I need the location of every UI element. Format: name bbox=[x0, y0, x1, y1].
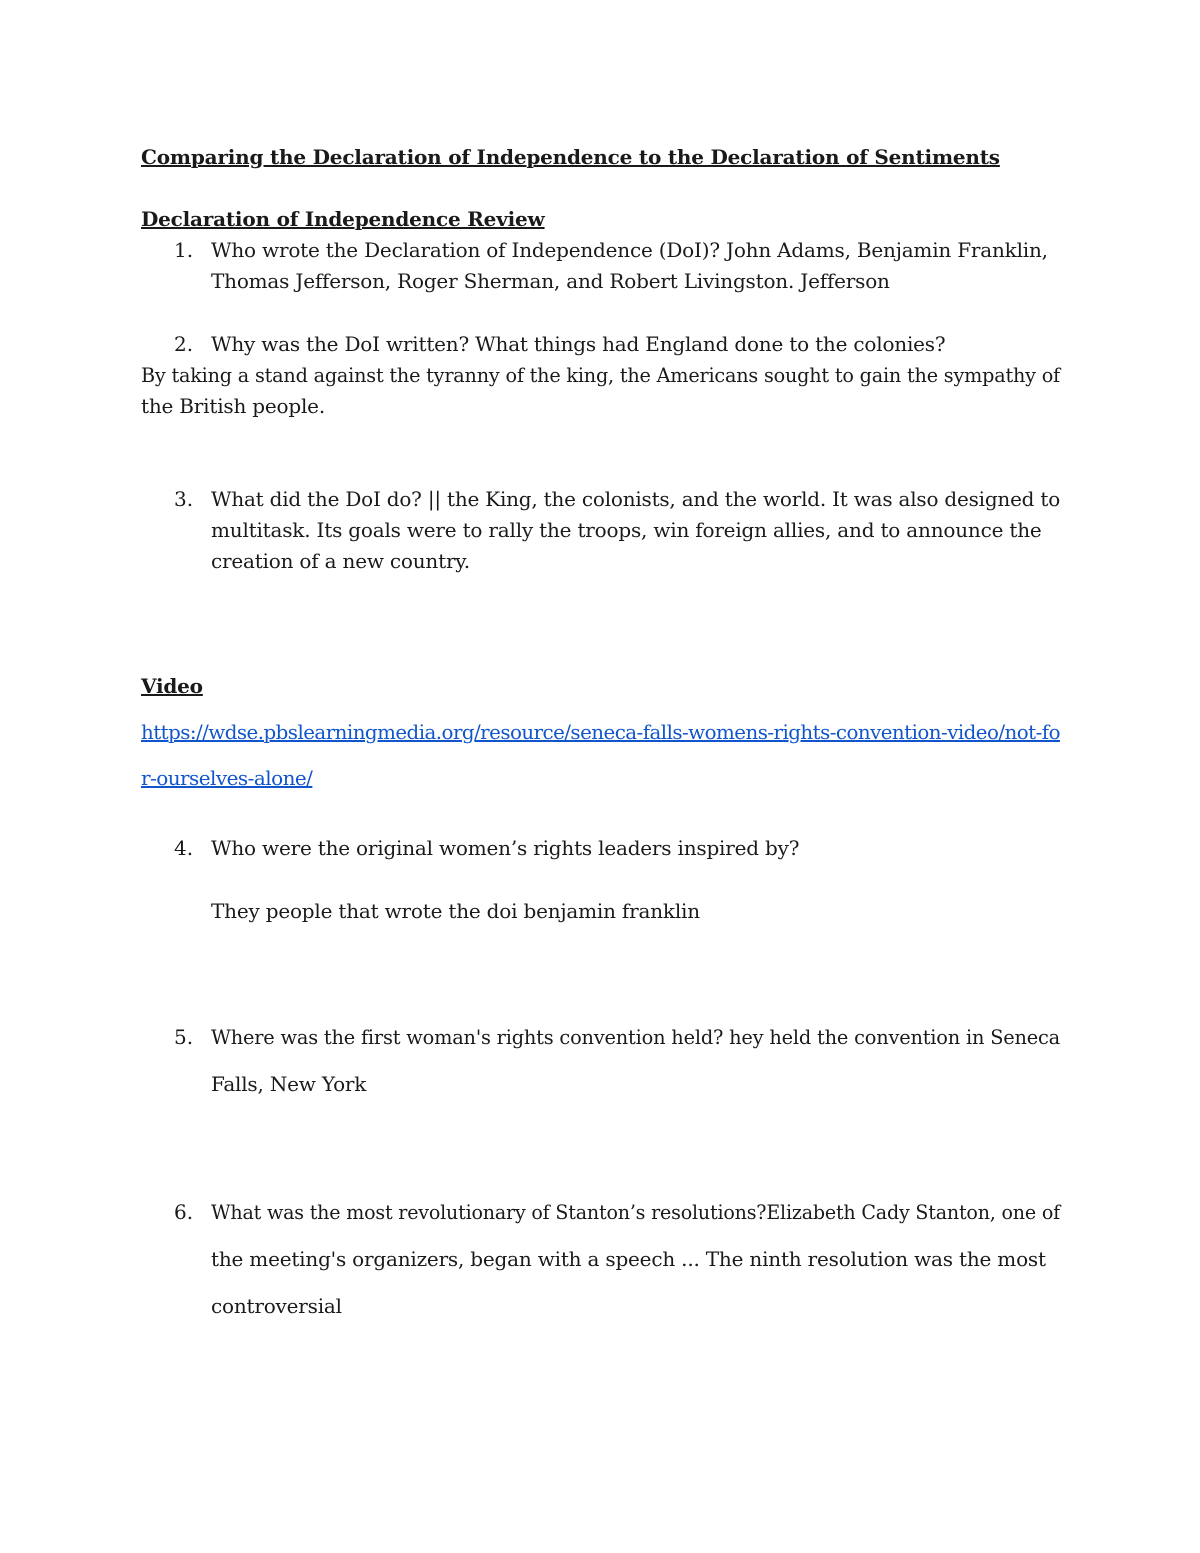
question-3-line-3: creation of a new country. bbox=[211, 549, 470, 573]
question-2-line-1: Why was the DoI written? What things had England done to the colonies? bbox=[211, 332, 946, 356]
section-heading-doi-review: Declaration of Independence Review bbox=[141, 207, 545, 231]
question-number-6: 6. bbox=[174, 1200, 194, 1224]
video-link-line-1[interactable]: https://wdse.pbslearningmedia.org/resource/seneca-falls-womens-rights-convention-video/not-fo bbox=[141, 720, 1060, 744]
question-5-line-1: Where was the first woman's rights convention held? hey held the convention in Seneca bbox=[211, 1025, 1061, 1049]
question-6-line-2: the meeting's organizers, began with a speech ... The ninth resolution was the most bbox=[211, 1247, 1046, 1271]
question-6-line-1: What was the most revolutionary of Stanton’s resolutions?Elizabeth Cady Stanton, one of bbox=[211, 1200, 1060, 1224]
question-number-2: 2. bbox=[174, 332, 194, 356]
question-6-line-3: controversial bbox=[211, 1294, 342, 1318]
section-heading-video: Video bbox=[141, 674, 203, 698]
question-3-line-1: What did the DoI do? || the King, the colonists, and the world. It was also designed to bbox=[211, 487, 1061, 511]
answer-4: They people that wrote the doi benjamin franklin bbox=[211, 899, 700, 923]
question-number-4: 4. bbox=[174, 836, 194, 860]
question-1-line-1: Who wrote the Declaration of Independence (DoI)? John Adams, Benjamin Franklin, bbox=[211, 238, 1048, 262]
question-4-line-1: Who were the original women’s rights leaders inspired by? bbox=[211, 836, 800, 860]
answer-2-line-1: By taking a stand against the tyranny of the king, the Americans sought to gain the sympathy of bbox=[141, 363, 1060, 387]
answer-2-line-2: the British people. bbox=[141, 394, 325, 418]
video-link-line-2[interactable]: r-ourselves-alone/ bbox=[141, 766, 313, 790]
question-5-line-2: Falls, New York bbox=[211, 1072, 367, 1096]
question-3-line-2: multitask. Its goals were to rally the troops, win foreign allies, and to announce the bbox=[211, 518, 1042, 542]
document-title: Comparing the Declaration of Independence to the Declaration of Sentiments bbox=[141, 145, 1000, 169]
question-number-3: 3. bbox=[174, 487, 194, 511]
question-1-line-2: Thomas Jefferson, Roger Sherman, and Robert Livingston. Jefferson bbox=[211, 269, 890, 293]
question-number-1: 1. bbox=[174, 238, 194, 262]
question-number-5: 5. bbox=[174, 1025, 194, 1049]
